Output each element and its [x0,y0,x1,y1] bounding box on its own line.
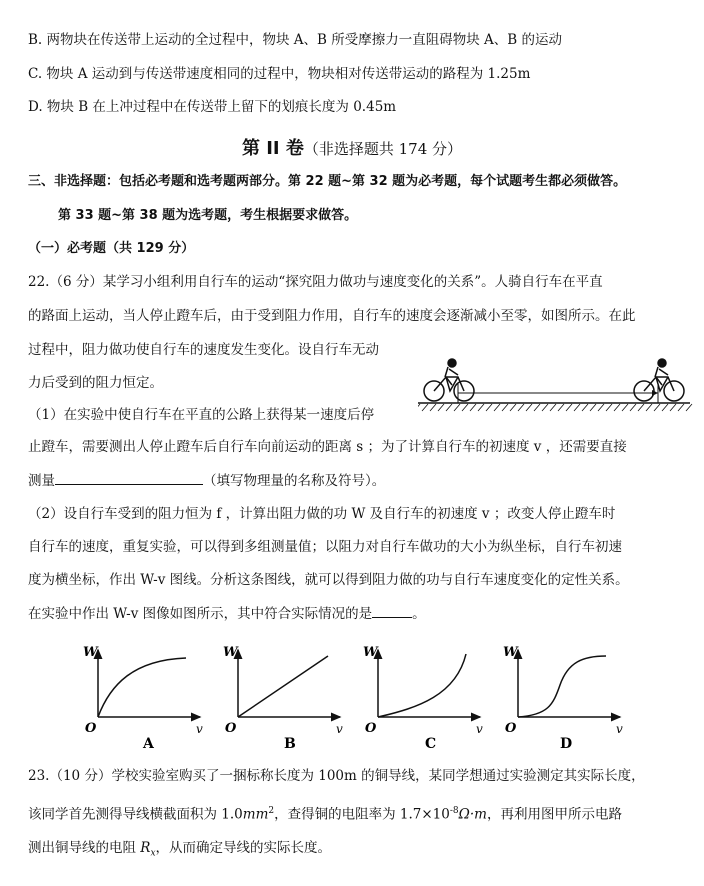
graph-d-x-label: v [616,722,623,736]
answer-blank-measure [55,470,203,485]
section-title-main: 第 II 卷 [241,138,304,159]
graph-c-x-label: v [476,722,483,736]
q23-resistance-sub: x [150,848,156,859]
option-c: C. 物块 A 运动到与传送带速度相同的过程中，物块相对传送带运动的路程为 1.25m [28,66,531,82]
q22-line2: 的路面上运动，当人停止蹬车后，由于受到阻力作用，自行车的速度会逐渐减小至零，如图所示。在此 [28,308,636,324]
graph-d-label: D [560,736,573,752]
q22-choice-prompt: 在实验中作出 W-v 图像如图所示，其中符合实际情况的是 [28,606,373,622]
section-title [0,134,704,160]
q23-line2 [28,801,622,825]
graph-d-origin: O [505,721,517,736]
bicycle-start-icon [424,359,474,401]
bicycle-illustration [418,355,694,417]
q22-measure-label: 测量 [28,473,55,489]
part3-line1: 三、非选择题：包括必考题和选考题两部分。第 22 题~第 32 题为必考题，每个试题考生都必须做答。 [28,174,627,189]
graph-b-y-label: W [223,645,238,660]
graph-a-label: A [143,736,154,752]
q23-resistivity-exp: -8 [449,806,459,816]
q22-measure-hint: （填写物理量的名称及符号）。 [203,473,386,489]
q23-area-unit: mm [242,806,269,823]
q23-resistivity-text: ，查得铜的电阻率为 1.7×10 [274,806,450,823]
graph-b-label: B [284,736,296,752]
section-subtitle: （非选择题共 174 分） [303,140,463,158]
q23-area-exp: 2 [268,806,275,816]
ground-line [418,403,692,411]
q22-line7 [28,470,385,491]
q23-resistivity-unit: Ω·m [458,806,487,823]
required-header: （一）必考题（共 129 分） [28,241,195,256]
q22-line11 [28,603,426,624]
answer-blank-choice [372,603,412,618]
part3-line2: 第 33 题~第 38 题为选考题，考生根据要求做答。 [58,208,358,223]
q22-line4: 力后受到的阻力恒定。 [28,375,163,391]
q22-line9: 自行车的速度，重复实验，可以得到多组测量值；以阻力对自行车做功的大小为纵坐标，自行车初速 [28,539,622,555]
option-d: D. 物块 B 在上冲过程中在传送带上留下的划痕长度为 0.45m [28,99,397,115]
q22-line6: 止蹬车，需要测出人停止蹬车后自行车向前运动的距离 s ；为了计算自行车的初速度 v ，还需要直接 [28,439,627,455]
graph-a-y-label: W [83,645,98,660]
graph-a-origin: O [85,721,97,736]
graph-d-y-label: W [503,645,518,660]
graph-a-x-label: v [196,722,203,736]
q22-line10: 度为横坐标，作出 W-v 图线。分析这条图线，就可以得到阻力做的功与自行车速度变化的定性关系。 [28,572,629,588]
graph-b-origin: O [225,721,237,736]
graph-b [223,645,343,752]
graph-c-label: C [425,736,437,752]
q23-circuit-text: ，再利用图甲所示电路 [486,806,622,823]
q22-choice-end: 。 [412,606,426,622]
graph-c [363,645,483,752]
q23-line1: 23.（10 分）学校实验室购买了一捆标称长度为 100m 的铜导线，某同学想通过实验测定其实际长度， [28,768,645,784]
q22-line3: 过程中，阻力做功使自行车的速度发生变化。设自行车无动 [28,342,379,358]
bicycle-stop-icon [634,359,684,401]
option-b: B. 两物块在传送带上运动的全过程中，物块 A、B 所受摩擦力一直阻碍物块 A、B 的运动 [28,32,563,48]
q23-area-text: 该同学首先测得导线横截面积为 1.0 [28,806,243,823]
distance-arrow [458,390,658,396]
q22-line5: （1）在实验中使自行车在平直的公路上获得某一速度后停 [28,407,375,423]
wv-graphs [78,640,638,760]
q22-line8: （2）设自行车受到的阻力恒为 f ，计算出阻力做的功 W 及自行车的初速度 v ；改变人停止蹬车时 [28,506,616,522]
graph-c-y-label: W [363,645,378,660]
q23-end-text: ，从而确定导线的实际长度。 [155,840,332,856]
graph-c-origin: O [365,721,377,736]
graph-d [503,645,623,752]
q22-line1: 22.（6 分）某学习小组利用自行车的运动“探究阻力做功与速度变化的关系”。人骑自行车在平直 [28,274,603,290]
graph-a [83,645,203,752]
q23-measure-text: 测出铜导线的电阻 [28,840,141,856]
q23-resistance-symbol: R [140,840,151,856]
q23-line3 [28,838,331,864]
graph-b-x-label: v [336,722,343,736]
